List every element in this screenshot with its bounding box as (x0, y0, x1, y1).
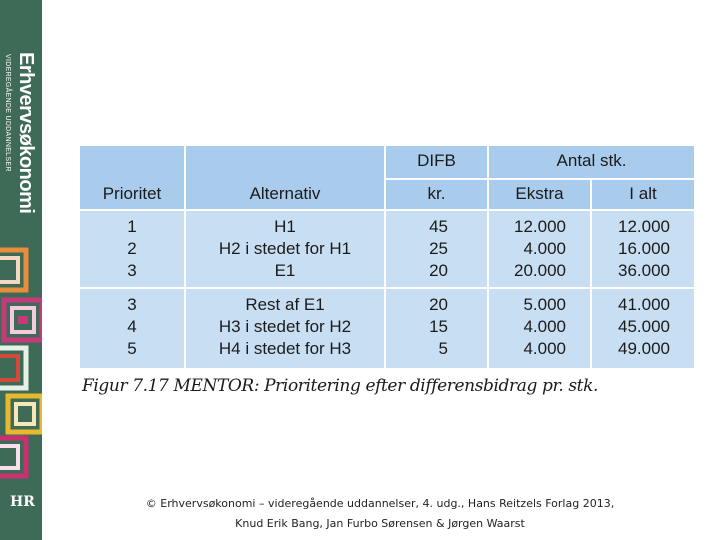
cell: 4.000 (523, 317, 566, 336)
header-prioritet: Prioritet (102, 184, 162, 203)
cell: Rest af E1 (245, 295, 325, 314)
group-1-ekstra (489, 216, 566, 282)
cell: H4 i stedet for H3 (218, 339, 352, 358)
cell: 25 (429, 239, 448, 258)
cell: 45.000 (618, 317, 670, 336)
figure-caption: Figur 7.17 MENTOR: Prioritering efter differensbidrag pr. stk. (82, 376, 598, 396)
header-antal: Antal stk. (556, 151, 627, 170)
group-1-i-alt (592, 216, 670, 282)
cell: 12.000 (618, 217, 670, 236)
cell: 20.000 (514, 261, 566, 280)
brand-subtitle: VIDEREGÅENDE UDDANNELSER (4, 54, 11, 172)
decorative-pattern-icon (0, 230, 42, 480)
cell: 49.000 (618, 339, 670, 358)
cell: 4.000 (523, 339, 566, 358)
cell: 36.000 (618, 261, 670, 280)
cell: 2 (127, 239, 137, 258)
cell: 3 (127, 261, 137, 280)
cell: 4.000 (523, 239, 566, 258)
cell: 5.000 (523, 295, 566, 314)
cell: 4 (127, 317, 137, 336)
cell: E1 (274, 261, 296, 280)
brand (2, 52, 42, 214)
header-ekstra: Ekstra (515, 184, 564, 203)
cell: 15 (429, 317, 448, 336)
sidebar (0, 0, 42, 540)
group-2-difb (386, 294, 448, 360)
cell: 41.000 (618, 295, 670, 314)
cell: 1 (127, 217, 137, 236)
cell: 20 (429, 261, 448, 280)
brand-title: Erhvervsøkonomi (15, 52, 37, 214)
header-i-alt: I alt (629, 184, 657, 203)
group-1-difb (386, 216, 448, 282)
priority-table (80, 146, 694, 368)
footer-line-1: © Erhvervsøkonomi – videregående uddannelser, 4. udg., Hans Reitzels Forlag 2013, (145, 497, 615, 510)
group-2-ekstra (489, 294, 566, 360)
cell: H1 (274, 217, 296, 236)
cell: 20 (429, 295, 448, 314)
cell: 16.000 (618, 239, 670, 258)
header-difb-unit: kr. (427, 184, 446, 203)
group-2-i-alt (592, 294, 670, 360)
cell: 45 (429, 217, 448, 236)
cell: 12.000 (514, 217, 566, 236)
cell: 5 (438, 339, 448, 358)
cell: 3 (127, 295, 137, 314)
group-2-prioritet (80, 294, 184, 360)
copyright-footer (100, 494, 660, 534)
footer-line-2: Knud Erik Bang, Jan Furbo Sørensen & Jørgen Waarst (235, 517, 525, 530)
publisher-logo: HR (10, 494, 35, 510)
cell: 5 (127, 339, 137, 358)
group-1-alternativ (186, 216, 384, 282)
header-difb: DIFB (417, 151, 456, 170)
header-alternativ: Alternativ (249, 184, 321, 203)
cell: H3 i stedet for H2 (218, 317, 352, 336)
cell: H2 i stedet for H1 (218, 239, 352, 258)
group-2-alternativ (186, 294, 384, 360)
group-1-prioritet (80, 216, 184, 282)
